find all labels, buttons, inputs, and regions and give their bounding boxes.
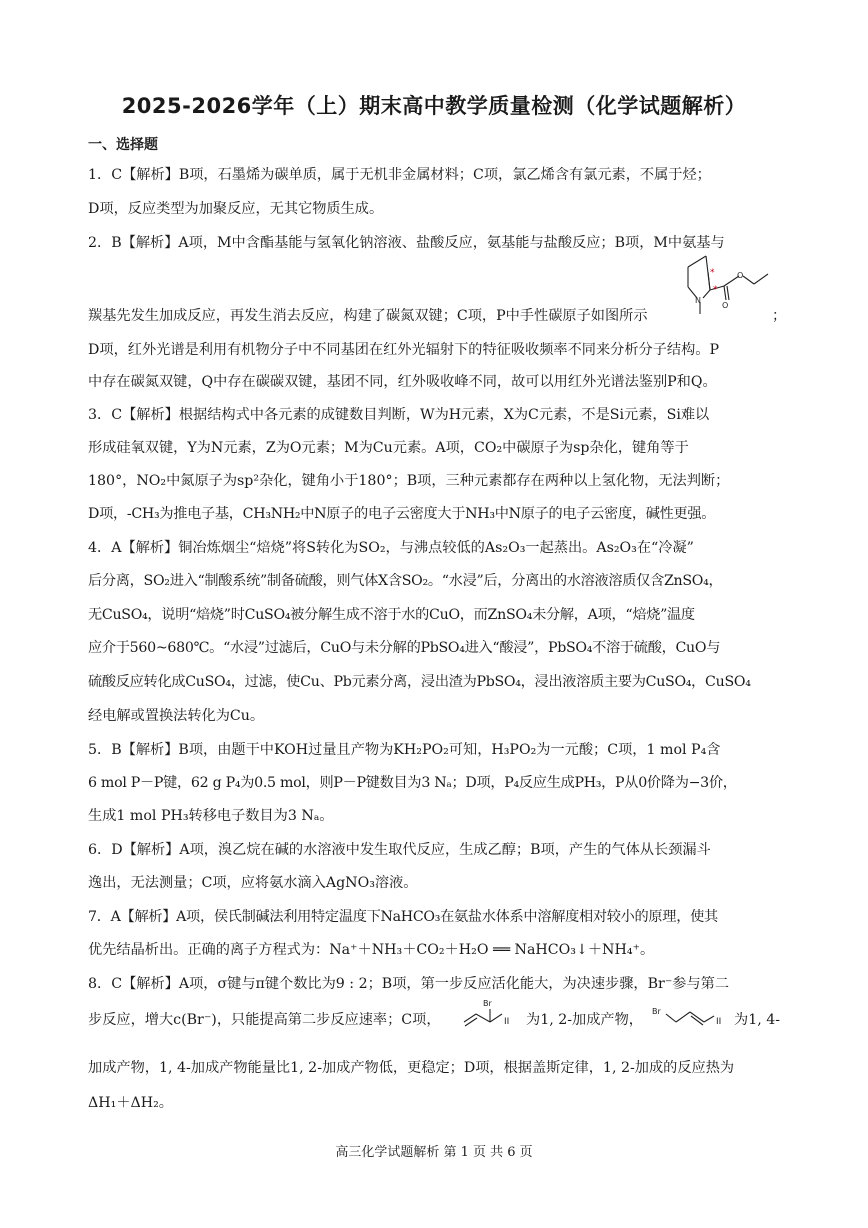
text-line: D项，-CH₃为推电子基，CH₃NH₂中N原子的电子云密度大于NH₃中N原子的电子云密度，碱性更强。: [88, 506, 716, 522]
text-line: 4．A【解析】铜冶炼烟尘“焙烧”将S转化为SO₂，与沸点较低的As₂O₃一起蒸出。As₂O₃在“冷凝”: [88, 540, 694, 556]
chiral-marker-2: *: [713, 285, 718, 295]
text-line: 6 mol P－P键，62 g P₄为0.5 mol，则P－P键数目为3 Nₐ；D项，P₄反应生成PH₃，P从0价降为−3价，: [88, 775, 737, 791]
bromine-label: Br: [483, 999, 492, 1008]
text-line: 生成1 mol PH₃转移电子数目为3 Nₐ。: [88, 808, 334, 824]
text-line: 硫酸反应转化成CuSO₄，过滤，使Cu、Pb元素分离，浸出渣为PbSO₄，浸出液溶质主要为CuSO₄，CuSO₄: [88, 674, 751, 690]
section-heading: 一、选择题: [88, 137, 158, 153]
text-line: 无CuSO₄，说明“焙烧”时CuSO₄被分解生成不溶于水的CuO，而ZnSO₄未分解，A项，“焙烧”温度: [88, 607, 695, 623]
text-line: ΔH₁＋ΔH₂。: [88, 1095, 173, 1111]
page-footer: 高三化学试题解析 第 1 页 共 6 页: [335, 1145, 533, 1160]
text-line: 5．B【解析】B项，由题干中KOH过量且产物为KH₂PO₂可知，H₃PO₂为一元酸；C项，1 mol P₄含: [88, 742, 721, 758]
text-line: 优先结晶析出。正确的离子方程式为：Na⁺＋NH₃＋CO₂＋H₂O ══ NaHCO₃↓＋NH₄⁺。: [88, 942, 655, 958]
text-line: 加成产物，1, 4-加成产物能量比1, 2-加成产物低，更稳定；D项，根据盖斯定律，1, 2-加成的反应热为: [88, 1060, 735, 1076]
svg-text:O: O: [737, 271, 744, 280]
svg-text:O: O: [722, 301, 729, 310]
chiral-marker-1: *: [710, 268, 715, 278]
text-line: 180°，NO₂中氮原子为sp²杂化，键角小于180°；B项，三种元素都存在两种以上氢化物，无法判断；: [88, 473, 730, 489]
page-title: 2025-2026学年（上）期末高中教学质量检测（化学试题解析）: [121, 94, 747, 118]
svg-text:N: N: [695, 296, 701, 305]
text-line: 3．C【解析】根据结构式中各元素的成键数目判断，W为H元素，X为C元素，不是Si元素，Si难以: [88, 407, 710, 423]
text-line: 中存在碳氮双键，Q中存在碳碳双键，基团不同，红外吸收峰不同，故可以用红外光谱法鉴别P和Q。: [88, 374, 717, 390]
text-line: 逸出，无法测量；C项，应将氨水滴入AgNO₃溶液。: [88, 875, 418, 891]
molecule-p-figure: [684, 250, 774, 326]
bromine-label: Br: [652, 1007, 661, 1016]
text-line: 经电解或置换法转化为Cu。: [88, 708, 265, 724]
text-line: 形成硅氧双键，Y为N元素，Z为O元素；M为Cu元素。A项，CO₂中碳原子为sp杂化，键角等于: [88, 440, 689, 456]
text-line: 步反应，增大c(Br⁻)，只能提高第二步反应速率；C项，: [88, 1012, 441, 1028]
text-line: 6．D【解析】A项，溴乙烷在碱的水溶液中发生取代反应，生成乙醇；B项，产生的气体从长颈漏斗: [88, 842, 711, 858]
text-line: 应介于560~680℃。“水浸”过滤后，CuO与未分解的PbSO₄进入“酸浸”，PbSO₄不溶于硫酸，CuO与: [88, 640, 721, 656]
text-line: D项，反应类型为加聚反应，无其它物质生成。: [88, 201, 384, 217]
molecule-14-adduct-figure: [652, 1004, 734, 1032]
inline-text: 为1, 4-: [734, 1012, 781, 1028]
structure-end-mark: II: [716, 1017, 722, 1027]
text-line: 7．A【解析】A项，侯氏制碱法利用特定温度下NaHCO₃在氨盐水体系中溶解度相对较小的原理，使其: [88, 909, 718, 925]
molecule-12-adduct-figure: [462, 994, 528, 1030]
text-line: 后分离，SO₂进入“制酸系统”制备硫酸，则气体X含SO₂。“水浸”后，分离出的水溶液溶质仅含ZnSO₄，: [88, 573, 723, 589]
text-line: 8．C【解析】A项，σ键与π键个数比为9 : 2；B项，第一步反应活化能大，为决速步骤，Br⁻参与第二: [88, 976, 730, 992]
text-line: 羰基先发生加成反应，再发生消去反应，构建了碳氮双键；C项，P中手性碳原子如图所示: [88, 308, 648, 324]
text-line: 1．C【解析】B项，石墨烯为碳单质，属于无机非金属材料；C项，氯乙烯含有氯元素，不属于烃；: [88, 167, 711, 183]
text-line: 2．B【解析】A项，M中含酯基能与氢氧化钠溶液、盐酸反应，氨基能与盐酸反应；B项，M中氨基与: [88, 235, 725, 251]
structure-end-mark: II: [504, 1017, 510, 1027]
inline-text: 为1, 2-加成产物，: [526, 1012, 643, 1028]
text-line: D项，红外光谱是利用有机物分子中不同基团在红外光辐射下的特征吸收频率不同来分析分子结构。P: [88, 342, 719, 358]
inline-semicolon: ；: [772, 308, 787, 324]
